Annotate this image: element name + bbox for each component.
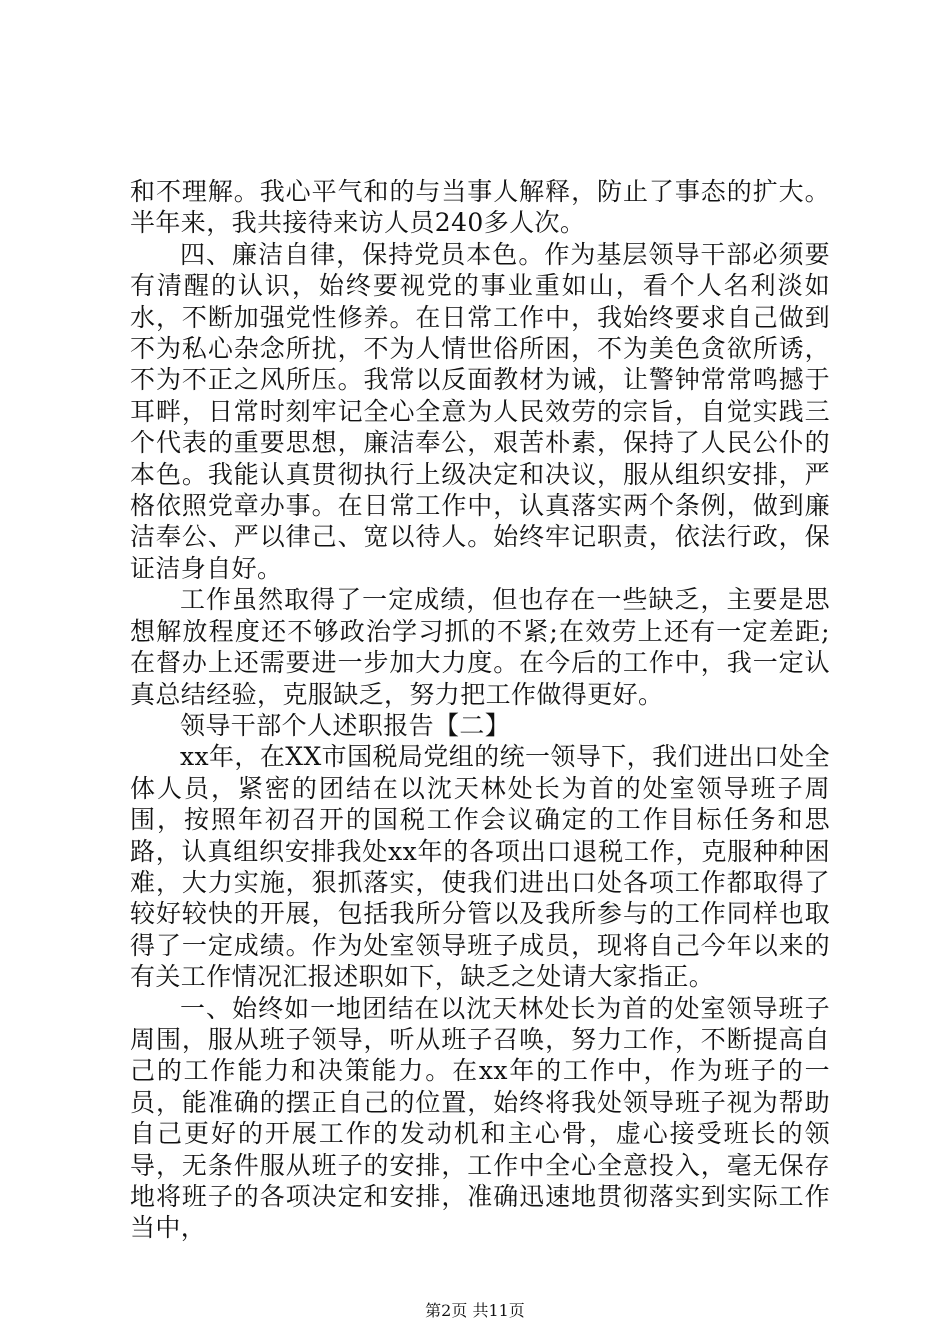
paragraph-integrity-self-discipline: 四、廉洁自律，保持党员本色。作为基层领导干部必须要有清醒的认识，始终要视党的事业重如山，看个人名利淡如水，不断加强党性修养。在日常工作中，我始终要求自己做到不为私心杂念所扰，不为人情世俗所困，不为美色贪欲所诱，不为不正之风所压。我常以反面教材为诫，让警钟常常鸣撼于耳畔，日常时刻牢记全心全意为人民效劳的宗旨，自觉实践三个代表的重要思想，廉洁奉公，艰苦朴素，保持了人民公仆的本色。我能认真贯彻执行上级决定和决议，服从组织安排，严格依照党章办事。在日常工作中，认真落实两个条例，做到廉洁奉公、严以律己、宽以待人。始终牢记职责，依法行政，保证洁身自好。 (130, 239, 830, 583)
section-heading-report-two: 领导干部个人述职报告【二】 (180, 710, 511, 740)
document-body (130, 176, 830, 1244)
paragraph-unity-with-leadership: 一、始终如一地团结在以沈天林处长为首的处室领导班子周围，服从班子领导，听从班子召唤，努力工作，不断提高自己的工作能力和决策能力。在xx年的工作中，作为班子的一员，能准确的摆正自己的位置，始终将我处领导班子视为帮助自己更好的开展工作的发动机和主心骨，虚心接受班长的领导，无条件服从班子的安排，工作中全心全意投入，毫无保存地将班子的各项决定和安排，准确迅速地贯彻落实到实际工作当中， (130, 993, 830, 1243)
paragraph-report-intro: xx年，在XX市国税局党组的统一领导下，我们进出口处全体人员，紧密的团结在以沈天林处长为首的处室领导班子周围，按照年初召开的国税工作会议确定的工作目标任务和思路，认真组织安排我处xx年的各项出口退税工作，克服种种困难，大力实施，狠抓落实，使我们进出口处各项工作都取得了较好较快的开展，包括我所分管以及我所参与的工作同样也取得了一定成绩。作为处室领导班子成员，现将自己今年以来的有关工作情况汇报述职如下，缺乏之处请大家指正。 (130, 742, 830, 992)
page-number-footer: 第2页 共11页 (425, 1301, 525, 1320)
paragraph-complaint-handling: 和不理解。我心平气和的与当事人解释，防止了事态的扩大。半年来，我共接待来访人员240多人次。 (130, 177, 830, 238)
paragraph-shortcomings: 工作虽然取得了一定成绩，但也存在一些缺乏，主要是思想解放程度还不够政治学习抓的不紧;在效劳上还有一定差距;在督办上还需要进一步加大力度。在今后的工作中，我一定认真总结经验，克服缺乏，努力把工作做得更好。 (130, 585, 830, 709)
